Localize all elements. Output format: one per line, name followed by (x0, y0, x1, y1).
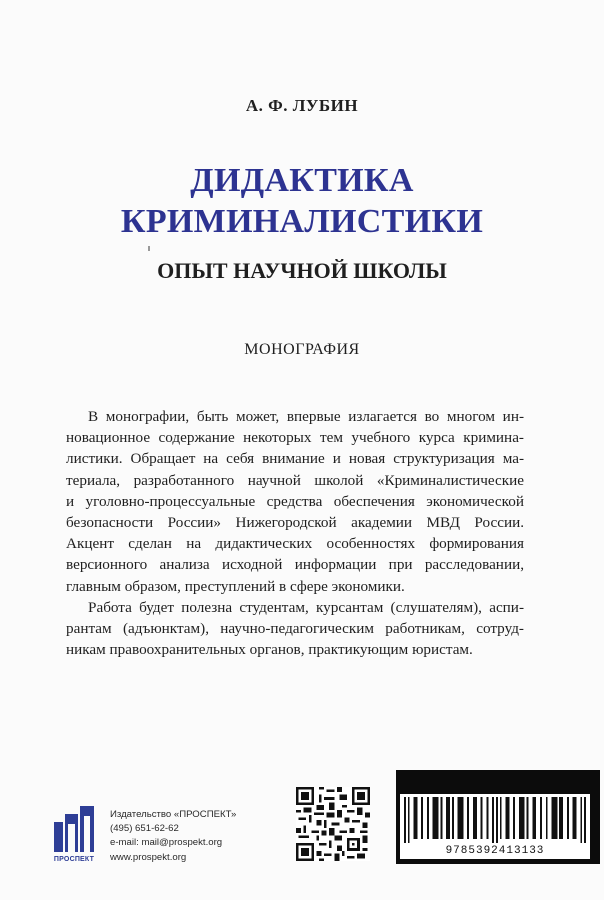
abstract-line: никам правоохранительных органов, практикующим юристам. (66, 641, 473, 659)
publisher-website[interactable]: www.prospekt.org (110, 851, 187, 863)
publisher-logo (46, 806, 102, 868)
prospekt-logo-icon (54, 806, 94, 852)
abstract-line: главным образом, преступлений в сфере экономики. (66, 577, 405, 595)
author-name: А. Ф. ЛУБИН (245, 96, 359, 115)
abstract-line: новационное содержание некоторых тем учебного курса кримина- (66, 429, 524, 447)
book-title-line-1: ДИДАКТИКА (190, 162, 414, 199)
publisher-phone: (495) 651-62-62 (110, 823, 179, 835)
book-subtitle: ОПЫТ НАУЧНОЙ ШКОЛЫ (157, 258, 447, 283)
isbn-barcode (404, 797, 586, 843)
abstract-line: териала, разработанного научной школой «Криминалистические (66, 471, 524, 489)
abstract-line: безопасности России» Нижегородской академии МВД России. (66, 514, 524, 532)
abstract-line: и уголовно-процессуальные средства обеспечения экономической (66, 492, 524, 510)
abstract-line: листики. Обращает на себя внимание и новая структуризация ма- (66, 450, 524, 468)
book-genre: МОНОГРАФИЯ (244, 341, 360, 358)
abstract-line: рантам (адъюнктам), научно-педагогическим работникам, сотруд- (66, 620, 524, 638)
publisher-logo-text: ПРОСПЕКТ (53, 856, 95, 863)
book-title-line-2: КРИМИНАЛИСТИКИ (120, 203, 484, 240)
publisher-email[interactable]: e-mail: mail@prospekt.org (110, 837, 223, 849)
abstract-line: Работа будет полезна студентам, курсантам (слушателям), аспи- (88, 598, 524, 616)
abstract-line: В монографии, быть может, впервые излагается во многом ин- (88, 408, 524, 425)
publisher-contacts (110, 808, 236, 865)
publisher-name: Издательство «ПРОСПЕКТ» (110, 809, 237, 820)
print-speck (148, 246, 150, 251)
qr-code (296, 787, 370, 861)
isbn-number: 9785392413133 (445, 845, 545, 857)
abstract-line: Акцент сделан на дидактических особенностях формирования (66, 535, 524, 553)
book-abstract (66, 406, 524, 660)
abstract-line: версионного анализа исходной информации при расследовании, (66, 556, 524, 574)
